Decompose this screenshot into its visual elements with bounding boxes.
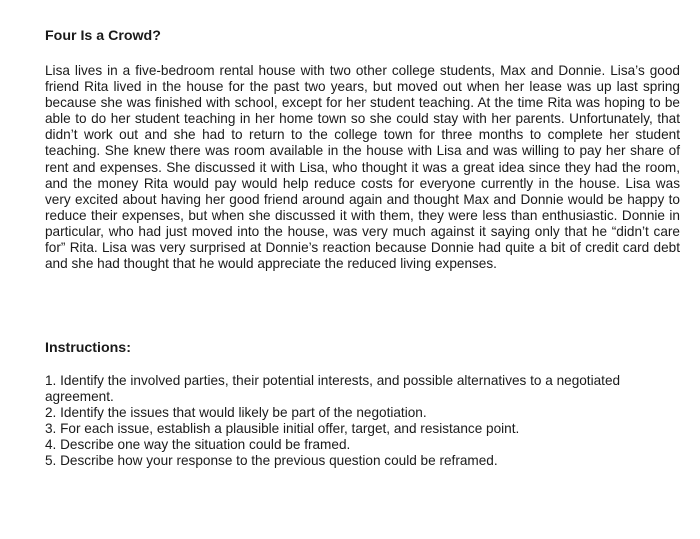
- instruction-item: 4. Describe one way the situation could be framed.: [45, 437, 351, 453]
- instructions-heading: Instructions:: [45, 340, 131, 356]
- instruction-item: 3. For each issue, establish a plausible initial offer, target, and resistance point.: [45, 421, 520, 437]
- instruction-item: 5. Describe how your response to the previous question could be reframed.: [45, 453, 498, 469]
- instruction-item: 2. Identify the issues that would likely be part of the negotiation.: [45, 405, 427, 421]
- case-narrative: Lisa lives in a five-bedroom rental house with two other college students, Max and Donnie. Lisa’s good friend Rita lived in the house for the past two years, but moved out when her lease was up last spring because she was finished with school, except for her student teaching. At the time Rita was hoping to be able to do her student teaching in her home town so she could stay with her parents. Unfortunately, that didn’t work out and she had to return to the college town for three months to complete her student teaching. She knew there was room available in the house with Lisa and was willing to pay her share of rent and expenses. She discussed it with Lisa, who thought it was a great idea since they had the room, and the money Rita would pay would help reduce costs for everyone currently in the house. Lisa was very excited about having her good friend around again and thought Max and Donnie would be happy to reduce their expenses, but when she discussed it with them, they were less than enthusiastic. Donnie in particular, who had just moved into the house, was very much against it saying only that he “didn’t care for” Rita. Lisa was very surprised at Donnie’s reaction because Donnie had quite a bit of credit card debt and she had thought that he would appreciate the reduced living expenses.: [45, 63, 680, 272]
- instruction-item: 1. Identify the involved parties, their potential interests, and possible alternatives to a negotiated agreement.: [45, 373, 621, 405]
- case-title: Four Is a Crowd?: [45, 28, 161, 44]
- instructions-list: [45, 373, 685, 470]
